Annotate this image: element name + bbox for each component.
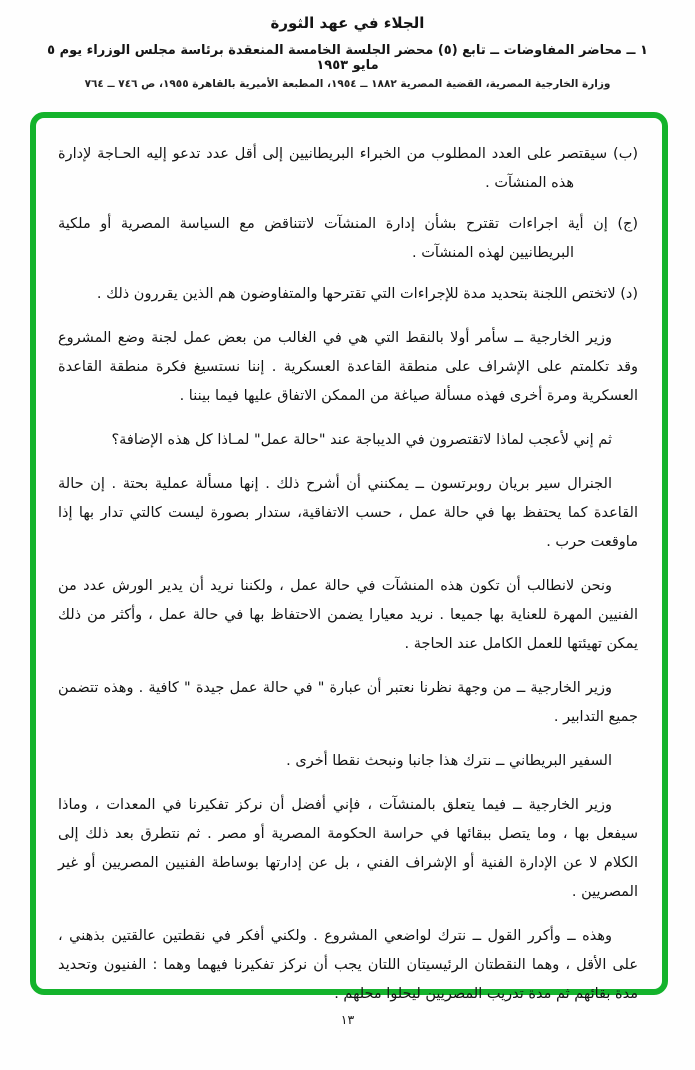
highlight-border-box — [30, 112, 668, 1002]
paragraph-foreign-minister-closing: وهذه ــ وأكرر القول ــ نترك لواضعي المشروع . ولكني أفكر في نقطتين عالقتين بذهني ، على الأقل ، وهما النقطتان الرئيسيتان اللتان يجب أن نركز تفكيرنا فيهما وهما : الفنيون وتحديد مدة بقائهم ثم مدة تدريب المصريين ليحلوا محلهم . — [58, 928, 638, 1002]
paragraph-british-ambassador: السفير البريطاني ــ نترك هذا جانبا ونبحث نقطا أخرى . — [286, 753, 612, 769]
section-heading: ١ ــ محاضر المفاوضات ــ تابع (٥) محضر الجلسة الخامسة المنعقدة برئاسة مجلس الوزراء يوم ٥ مايو ١٩٥٣ — [47, 43, 648, 73]
paragraph-foreign-minister-phrase: وزير الخارجية ــ من وجهة نظرنا نعتبر أن عبارة " في حالة عمل جيدة " كافية . وهذه تتضمن جميع التدابير . — [58, 680, 638, 725]
page-number: ١٣ — [340, 1012, 355, 1027]
list-item-b-text: سيقتصر على العدد المطلوب من الخبراء البريطانيين إلى أقل عدد تدعو إليه الحـاجة لإدارة هذه المنشآت . — [58, 146, 608, 191]
list-item-j-marker: (ج) — [617, 216, 638, 232]
list-item-b-marker: (ب) — [613, 146, 638, 162]
paragraph-foreign-minister-question: ثم إني لأعجب لماذا لاتقتصرون في الديباجة عند "حالة عمل" لمـاذا كل هذه الإضافة؟ — [111, 432, 612, 448]
document-body — [36, 118, 662, 1034]
paragraph-general-robertson-reply: الجنرال سير بريان روبرتسون ــ يمكنني أن أشرح ذلك . إنها مسألة عملية بحتة . إن حالة القاعدة كما يحتفظ بها في حالة عمل ، حسب الاتفاقية، ستدار بصورة ليست كالتي تدار بها إذا ماوقعت حرب . — [58, 476, 638, 550]
paragraph-foreign-minister-equipment: وزير الخارجية ــ فيما يتعلق بالمنشآت ، فإني أفضل أن نركز تفكيرنا في المعدات ، وماذا سيفعل بها ، وما يتصل ببقائها في حراسة الحكومة المصرية أو مصر . ثم نتطرق بعد ذلك إلى الكلام لا عن الإدارة الفنية أو الإشراف الفني ، بل عن إدارتها بوساطة الفنيين المصريين أو غير المصريين . — [58, 797, 638, 900]
list-item-d — [58, 280, 638, 309]
source-citation: وزارة الخارجية المصرية، القضية المصرية ١٨٨٢ ــ ١٩٥٤، المطبعة الأميرية بالقاهرة ١٩٥٥، ص ٧٤٦ ــ ٧٦٤ — [84, 78, 611, 90]
list-item-b — [58, 140, 638, 198]
page-header — [0, 0, 695, 90]
paragraph-foreign-minister-points: وزير الخارجية ــ سأمر أولا بالنقط التي هي في الغالب من بعض عمل لجنة وضع المشروع وقد تكلمتم على الإشراف على منطقة القاعدة العسكرية . إننا نستسيغ فكرة منطقة القاعدة العسكرية ومرة أخرى فهذه مسألة صياغة من الممكن الاتفاق عليها فيما بيننا . — [58, 330, 638, 404]
list-item-d-text: لاتختص اللجنة بتحديد مدة للإجراءات التي تقترحها والمتفاوضون هم الذين يقررون ذلك . — [96, 286, 616, 302]
paragraph-general-robertson-continuation: ونحن لانطالب أن تكون هذه المنشآت في حالة عمل ، ولكننا نريد أن يدير الورش عدد من الفنيين المهرة للعناية بها جميعا . نريد معيارا يضمن الاحتفاظ بها في حالة عمل ، وأكثر من ذلك يمكن تهيئتها للعمل الكامل عند الحاجة . — [58, 578, 638, 652]
list-item-j — [58, 210, 638, 268]
list-item-d-marker: (د) — [620, 286, 638, 302]
book-title: الجلاء في عهد الثورة — [270, 14, 425, 32]
list-item-j-text: إن أية اجراءات تقترح بشأن إدارة المنشآت لاتتناقض مع السياسة المصرية أو ملكية البريطانيين لهذه المنشآت . — [58, 216, 608, 261]
